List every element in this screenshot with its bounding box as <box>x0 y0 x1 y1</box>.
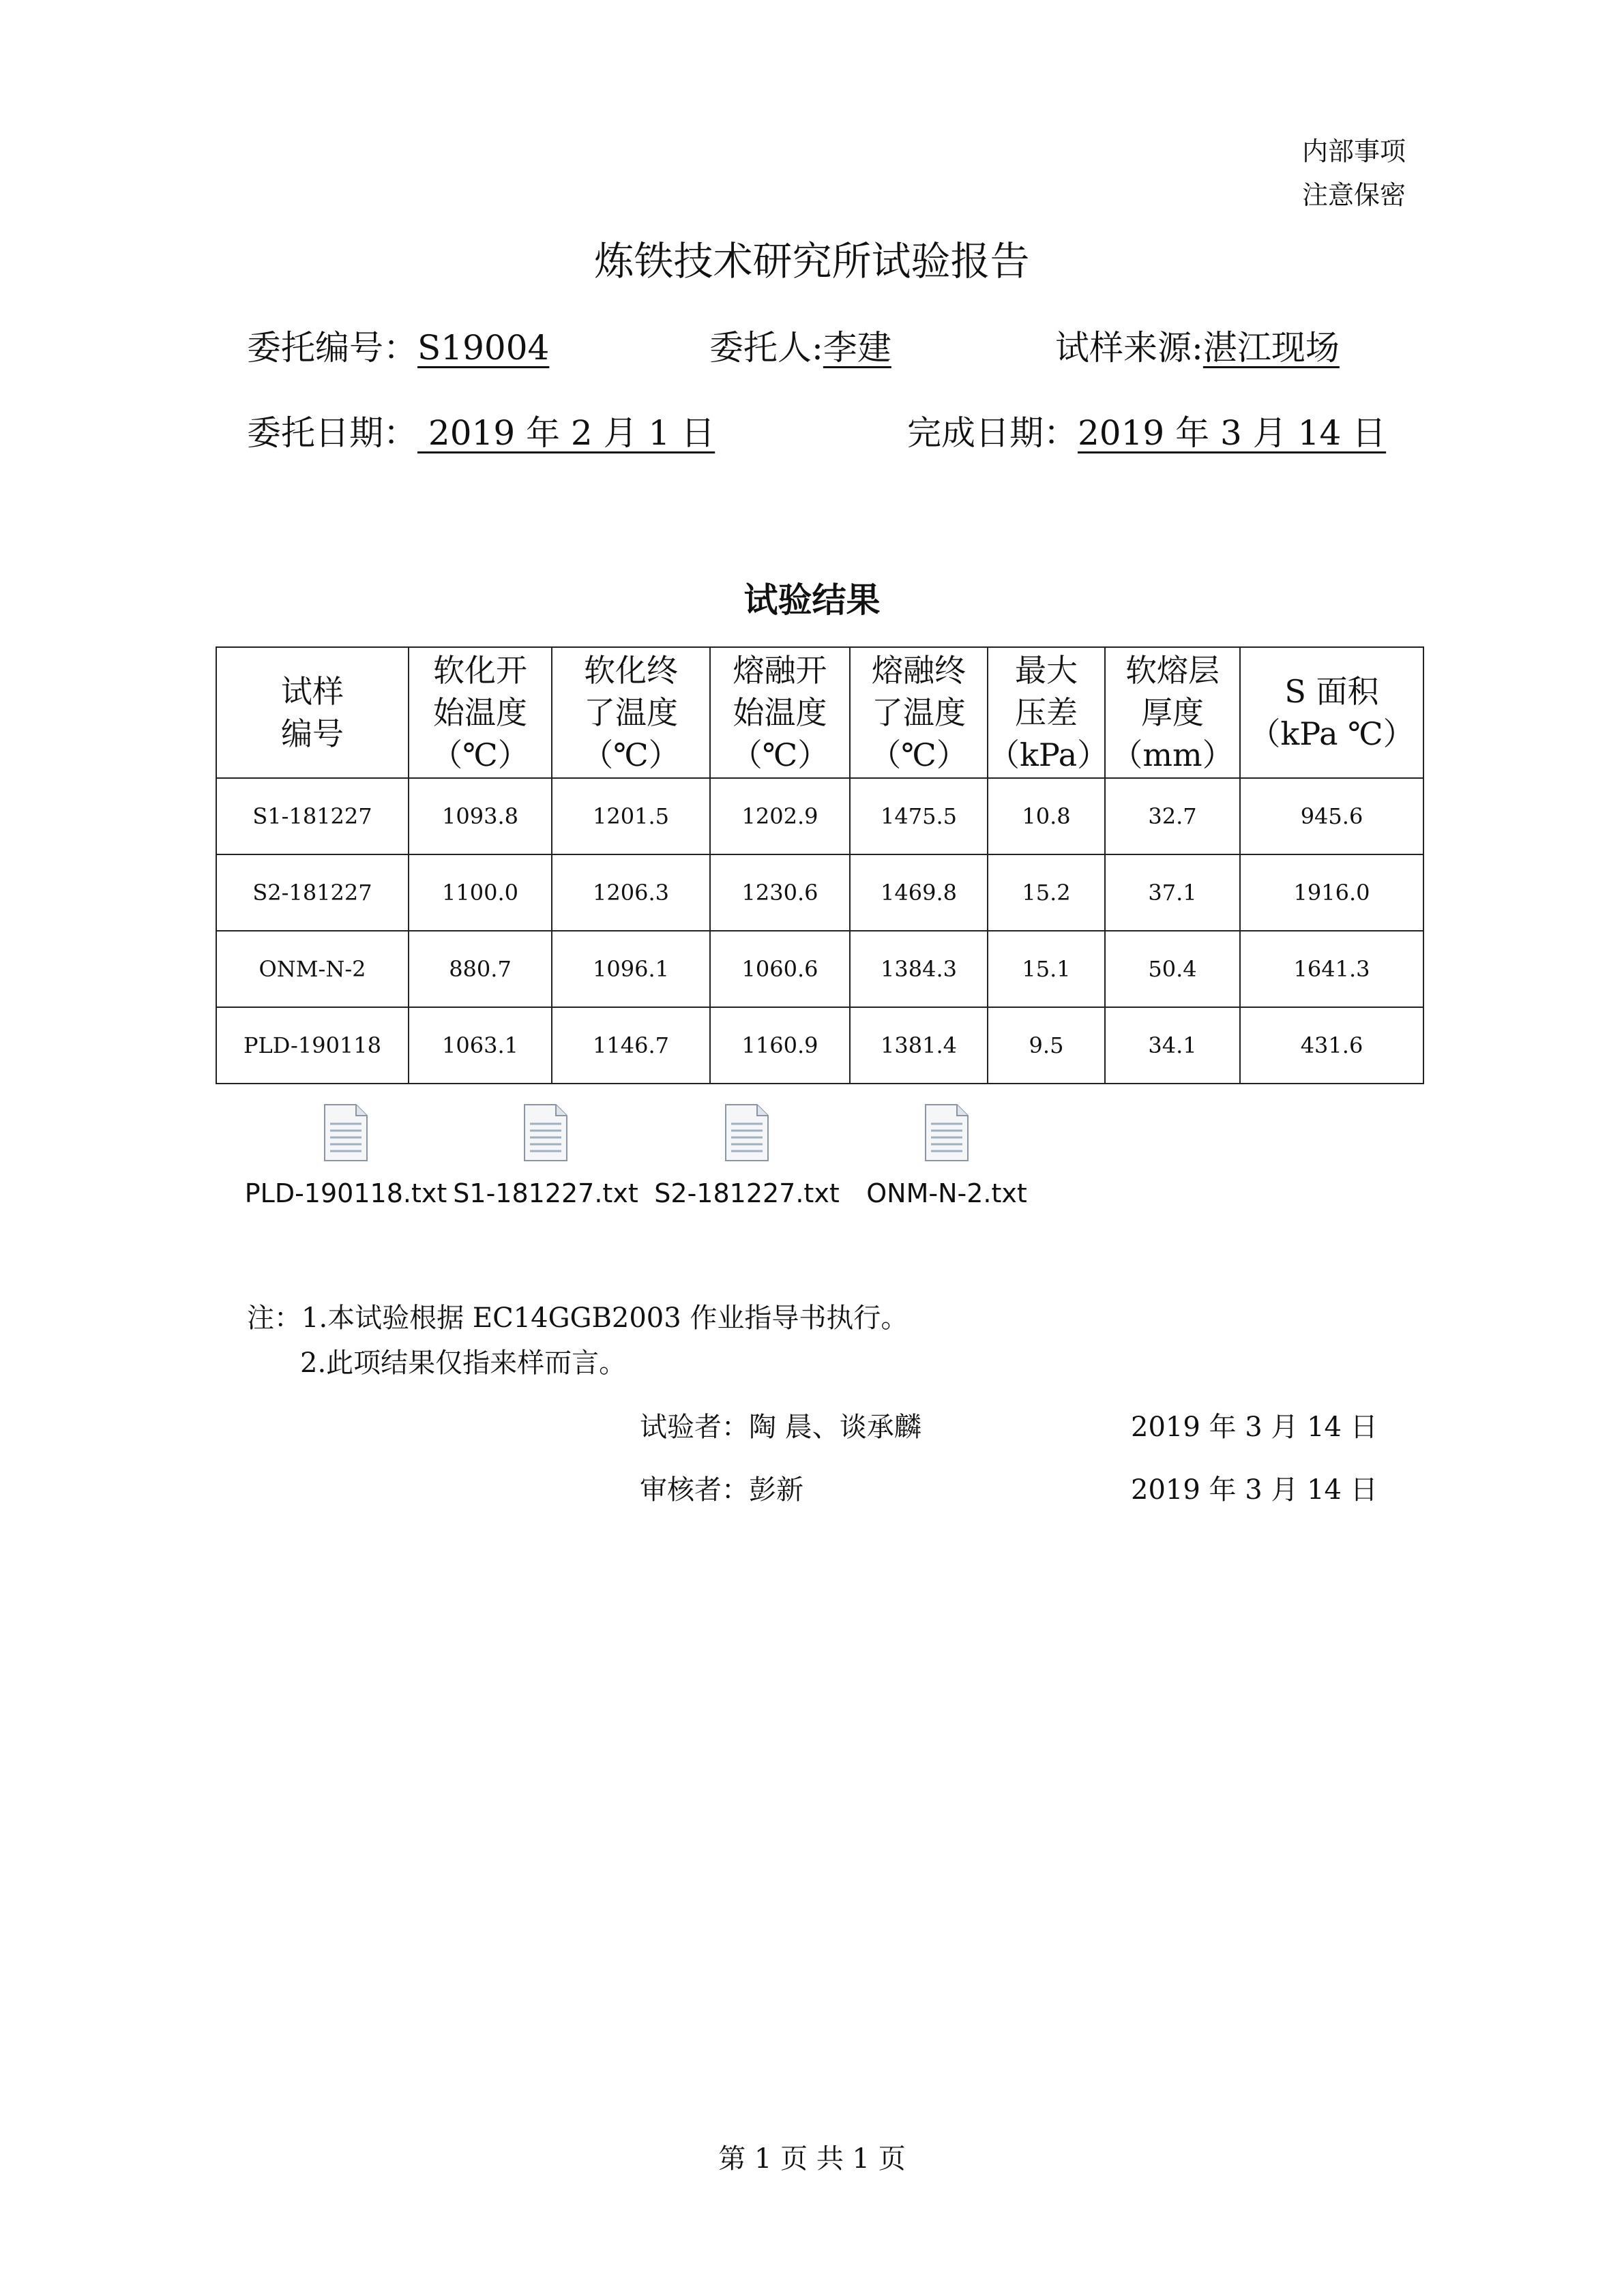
header-text: 熔融终 <box>872 652 966 689</box>
attachment-s2-181227[interactable] <box>645 1103 849 1208</box>
cell-value: 1469.8 <box>850 854 988 931</box>
commission-number <box>247 320 549 375</box>
cell-value: 50.4 <box>1105 931 1240 1007</box>
attachment-pld-190118[interactable] <box>243 1103 448 1208</box>
cell-sample-id: ONM-N-2 <box>216 931 409 1007</box>
header-text: 熔融开 <box>733 652 827 689</box>
header-text: 始温度 <box>433 694 527 731</box>
reviewer-signature: 审核者：彭新 <box>640 1474 803 1506</box>
commission-number-value: S19004 <box>417 328 550 368</box>
tester-signature: 试验者：陶 晨、谈承麟 <box>640 1412 921 1443</box>
tester-date: 2019 年 3 月 14 日 <box>1131 1412 1378 1443</box>
commission-date-label: 委托日期： <box>247 413 417 453</box>
text-file-icon <box>322 1103 370 1162</box>
cell-value: 34.1 <box>1105 1007 1240 1084</box>
client-label: 委托人: <box>709 328 823 368</box>
attachment-filename: S2-181227.txt <box>654 1178 840 1208</box>
cell-value: 1160.9 <box>710 1007 850 1084</box>
cell-sample-id: S2-181227 <box>216 854 409 931</box>
confidential-line-2: 注意保密 <box>1301 180 1406 210</box>
table-row <box>216 778 1423 854</box>
cell-value: 15.2 <box>988 854 1105 931</box>
header-text: （℃） <box>431 736 529 773</box>
header-sample-id <box>216 647 409 778</box>
header-text: 最大 <box>1015 652 1078 689</box>
sample-source <box>1055 320 1340 375</box>
commission-number-label: 委托编号： <box>247 328 417 368</box>
cell-value: 10.8 <box>988 778 1105 854</box>
header-text: 厚度 <box>1141 694 1204 731</box>
note-line-2: 2.此项结果仅指来样而言。 <box>300 1347 627 1379</box>
cell-value: 1202.9 <box>710 778 850 854</box>
header-text: （℃） <box>582 736 680 773</box>
text-file-icon <box>723 1103 771 1162</box>
document-title: 炼铁技术研究所试验报告 <box>594 238 1030 284</box>
cell-value: 1201.5 <box>552 778 710 854</box>
results-table <box>216 646 1424 1084</box>
attachment-filename: ONM-N-2.txt <box>866 1178 1027 1208</box>
cell-value: 1381.4 <box>850 1007 988 1084</box>
cell-value: 1093.8 <box>409 778 552 854</box>
attachment-filename: PLD-190118.txt <box>244 1178 447 1208</box>
cell-value: 1100.0 <box>409 854 552 931</box>
header-text: 始温度 <box>733 694 827 731</box>
cell-value: 880.7 <box>409 931 552 1007</box>
completion-date-value: 2019 年 3 月 14 日 <box>1078 413 1387 453</box>
header-max-pressure-diff <box>988 647 1109 778</box>
cell-value: 1475.5 <box>850 778 988 854</box>
cell-sample-id: S1-181227 <box>216 778 409 854</box>
cell-value: 1146.7 <box>552 1007 710 1084</box>
client-value: 李建 <box>823 328 891 368</box>
header-text: 试样 <box>281 673 344 710</box>
header-text: （mm） <box>1111 736 1234 773</box>
sample-source-value: 湛江现场 <box>1202 328 1340 368</box>
cell-value: 1206.3 <box>552 854 710 931</box>
completion-date <box>907 406 1386 460</box>
header-layer-thickness <box>1105 647 1240 778</box>
header-text: 了温度 <box>584 694 678 731</box>
header-text: 压差 <box>1015 694 1078 731</box>
cell-value: 1230.6 <box>710 854 850 931</box>
cell-value: 9.5 <box>988 1007 1105 1084</box>
table-header-row <box>216 647 1423 778</box>
confidential-line-1: 内部事项 <box>1301 136 1406 166</box>
attachment-filename: S1-181227.txt <box>453 1178 638 1208</box>
cell-value: 1063.1 <box>409 1007 552 1084</box>
header-text: 软熔层 <box>1125 652 1220 689</box>
sample-source-label: 试样来源: <box>1055 328 1203 368</box>
header-text: 软化终 <box>584 652 678 689</box>
header-text: 软化开 <box>433 652 527 689</box>
header-text: 编号 <box>281 715 344 752</box>
text-file-icon <box>522 1103 570 1162</box>
text-file-icon <box>923 1103 971 1162</box>
client <box>709 320 891 375</box>
header-softening-end <box>552 647 710 778</box>
cell-value: 32.7 <box>1105 778 1240 854</box>
header-softening-start <box>409 647 552 778</box>
note-line-1: 注：1.本试验根据 EC14GGB2003 作业指导书执行。 <box>247 1302 909 1334</box>
header-text: （kPa ℃） <box>1249 715 1415 752</box>
header-text: 了温度 <box>872 694 966 731</box>
header-text: （℃） <box>730 736 829 773</box>
cell-value: 945.6 <box>1240 778 1423 854</box>
cell-sample-id: PLD-190118 <box>216 1007 409 1084</box>
section-title: 试验结果 <box>743 580 881 620</box>
table-row <box>216 854 1423 931</box>
table-row <box>216 1007 1423 1084</box>
header-melting-start <box>710 647 850 778</box>
commission-date <box>247 406 715 460</box>
header-text: （℃） <box>870 736 968 773</box>
cell-value: 1641.3 <box>1240 931 1423 1007</box>
reviewer-date: 2019 年 3 月 14 日 <box>1131 1474 1378 1506</box>
cell-value: 37.1 <box>1105 854 1240 931</box>
table-row <box>216 931 1423 1007</box>
header-text: （kPa） <box>988 736 1109 773</box>
cell-value: 1384.3 <box>850 931 988 1007</box>
attachment-onm-n-2[interactable] <box>844 1103 1049 1208</box>
cell-value: 431.6 <box>1240 1007 1423 1084</box>
cell-value: 1096.1 <box>552 931 710 1007</box>
cell-value: 1916.0 <box>1240 854 1423 931</box>
commission-date-value: 2019 年 2 月 1 日 <box>417 413 715 453</box>
cell-value: 15.1 <box>988 931 1105 1007</box>
attachment-s1-181227[interactable] <box>443 1103 648 1208</box>
header-text: S 面积 <box>1284 673 1379 710</box>
page-footer: 第 1 页 共 1 页 <box>718 2143 906 2175</box>
completion-date-label: 完成日期： <box>907 413 1078 453</box>
header-s-area <box>1240 647 1423 778</box>
header-melting-end <box>850 647 988 778</box>
cell-value: 1060.6 <box>710 931 850 1007</box>
